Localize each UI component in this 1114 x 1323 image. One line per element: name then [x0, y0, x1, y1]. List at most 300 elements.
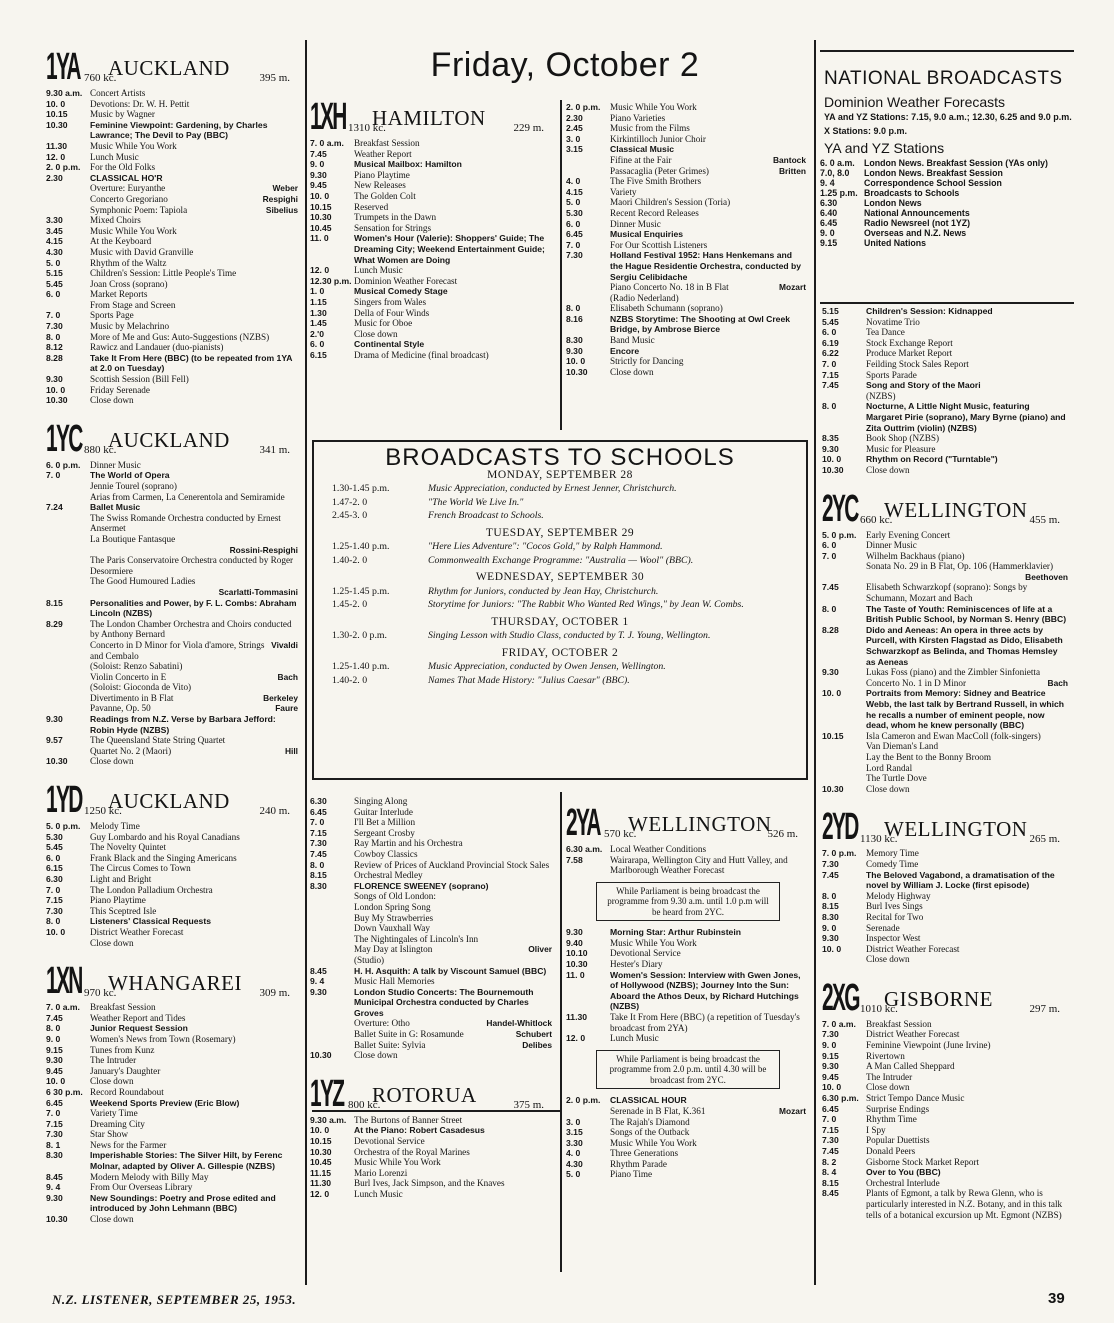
program-entry [822, 1114, 1072, 1125]
composer: Sibelius [265, 204, 298, 215]
program-time: 10. 0 [310, 1125, 330, 1136]
program-time: 6. 0 [310, 339, 325, 350]
station-header [310, 98, 556, 136]
program-entry [820, 208, 1074, 218]
program-time: 6.19 [822, 337, 839, 348]
program-title: Serenade [866, 922, 900, 933]
program-entry [46, 236, 302, 247]
program-entry [566, 844, 810, 855]
program-entry [46, 502, 302, 513]
program-title: Maori Children's Session (Toria) [610, 197, 731, 208]
program-time: 10. 0 [46, 384, 66, 395]
program-time: 7. 0 [46, 470, 61, 481]
program-title: New Soundings: Poetry and Prose edited and introduced by John Lehmann (BBC) [90, 1192, 276, 1214]
program-entry [46, 1013, 302, 1024]
program-time: 10. 0 [822, 454, 842, 465]
program-title: Record Roundabout [90, 1086, 164, 1097]
program-time: 5.45 [46, 278, 63, 289]
program-time: 6.30 a.m. [566, 844, 603, 854]
program-entry [46, 885, 302, 896]
program-title: Ballet Music [90, 502, 141, 513]
composer: Bach [1047, 677, 1068, 688]
school-time: 1.30-1.45 p.m. [332, 483, 390, 494]
program-time: 9.45 [310, 180, 327, 191]
program-title: Stock Exchange Report [866, 337, 953, 348]
program-title: Orchestra of the Royal Marines [354, 1146, 470, 1157]
detail-text: Down Vauxhall Way [354, 923, 430, 934]
program-title: NZBS Storytime: The Shooting at Owl Creek Bridge, by Ambrose Bierce [610, 313, 791, 335]
program-entry [822, 1093, 1072, 1104]
program-time: 10.30 [46, 119, 68, 130]
school-broadcast [332, 555, 788, 567]
composer: Faure [275, 703, 298, 714]
station-frequency: 660 kc. [860, 513, 893, 526]
program-time: 8. 2 [822, 1156, 837, 1167]
program-title: Overseas and N.Z. News [864, 228, 967, 238]
program-title: Rhythm on Record ("Turntable") [866, 454, 998, 465]
program-entry [46, 863, 302, 874]
program-time: 7.30 [822, 1029, 839, 1040]
column-hamilton-continued [566, 102, 810, 377]
program-entry [822, 338, 1072, 349]
detail-text: (Soloist: Gioconda de Vito) [90, 682, 192, 693]
program-entry [46, 1055, 302, 1066]
program-entry [310, 318, 556, 329]
program-time: 8.45 [46, 1171, 63, 1182]
column-right [822, 306, 1072, 1220]
program-detail [566, 166, 810, 177]
program-title: Memory Time [866, 848, 919, 859]
weather-times-x: X Stations: 9.0 p.m. [824, 125, 908, 136]
program-time: 9.30 [566, 927, 583, 938]
program-time: 6. 0 [46, 289, 61, 300]
program-title: Frank Black and the Singing Americans [90, 852, 237, 863]
program-title: Women's Session: Interview with Gwen Jones, of Hollywood (NZBS); Journey Into the Sun: Aboard the Athos Deux, by Richard Hutchings (NZBS) [610, 969, 801, 1012]
program-detail [46, 693, 302, 704]
program-title: News for the Farmer [90, 1139, 167, 1150]
program-detail [822, 954, 1072, 965]
program-time: 6. 0 [46, 852, 61, 863]
program-entry [566, 970, 810, 1012]
national-broadcasts [820, 62, 1074, 248]
program-time: 7. 0 [310, 817, 325, 828]
detail-text: May Day at Islington [354, 944, 433, 955]
program-time: 11.30 [310, 1178, 332, 1189]
program-title: Music While You Work [610, 1137, 697, 1148]
program-time: 8. 1 [46, 1139, 61, 1150]
program-time: 8. 4 [822, 1167, 837, 1178]
program-entry [822, 859, 1072, 870]
program-entry [566, 1159, 810, 1170]
program-time: 7.24 [46, 502, 63, 513]
program-entry [310, 1136, 556, 1147]
program-entry [46, 342, 302, 353]
school-broadcast [332, 630, 788, 642]
program-title: Sergeant Crosby [354, 827, 415, 838]
composer: Schubert [515, 1029, 552, 1040]
program-time: 9.40 [566, 937, 583, 948]
program-title: At the Piano: Robert Casadesus [354, 1125, 485, 1136]
detail-text: Arias from Carmen, La Cenerentola and Semiramide [90, 491, 285, 502]
school-title: Names That Made History: "Julius Caesar" (BBC). [428, 674, 630, 686]
program-time: 2. 0 p.m. [46, 162, 81, 173]
program-time: 4.30 [46, 246, 63, 257]
program-time: 6.45 [820, 218, 838, 228]
program-entry [822, 433, 1072, 444]
program-title: Concert Artists [90, 88, 146, 98]
program-title: Isla Cameron and Ewan MacColl (folk-singers) [866, 730, 1041, 741]
program-title: The Circus Comes to Town [90, 863, 191, 874]
program-title: Dreaming City [90, 1118, 145, 1129]
program-time: 8.28 [46, 352, 63, 363]
detail-text: Serenade in B Flat, K.361 [610, 1105, 706, 1116]
program-time: 10.15 [46, 109, 68, 120]
station-call-sign: 1YA [46, 46, 80, 88]
program-time: 8.15 [46, 597, 63, 608]
program-entry [310, 817, 556, 828]
program-entry [46, 598, 302, 619]
program-title: Encore [610, 345, 640, 356]
program-time: 7.15 [822, 369, 839, 380]
program-title: Mario Lorenzi [354, 1167, 408, 1178]
school-title: Rhythm for Juniors, conducted by Jean Hay, Christchurch. [428, 585, 659, 597]
detail-text: Ballet Suite in G: Rosamunde [354, 1029, 464, 1040]
program-time: 7. 0 [566, 239, 581, 250]
program-entry [566, 1033, 810, 1044]
program-title: Rhythm Time [866, 1114, 917, 1125]
program-title: From Our Overseas Library [90, 1182, 193, 1193]
program-time: 5.30 [566, 207, 583, 218]
detail-text: The Nightingales of Lincoln's Inn [354, 933, 479, 944]
program-entry [46, 258, 302, 269]
program-title: Close down [866, 464, 910, 475]
station-call-sign: 1XH [310, 96, 346, 138]
composer: Mozart [779, 282, 806, 293]
program-time: 3. 0 [566, 1116, 581, 1127]
program-title: Dido and Aeneas: An opera in three acts by Purcell, with Kirsten Flagstad as Dido, Elisabeth Schwarzkopf as Belinda, and Thomas Hemsley as Aeneas [866, 624, 1063, 667]
program-detail [310, 1040, 556, 1051]
detail-text: Violin Concerto in E [90, 671, 167, 682]
program-title: Close down [90, 1214, 134, 1225]
detail-text: Symphonic Poem: Tapiola [90, 204, 188, 215]
program-detail [46, 703, 302, 714]
program-title: New Releases [354, 180, 406, 191]
program-entry [822, 1104, 1072, 1115]
station-city: WELLINGTON [884, 497, 1028, 522]
column-hamilton [310, 84, 556, 360]
program-entry [310, 1178, 556, 1189]
program-entry [310, 976, 556, 987]
program-time: 1.25 p.m. [820, 188, 858, 198]
program-title: Devotional Service [354, 1136, 425, 1147]
program-time: 9.15 [46, 1044, 63, 1055]
program-entry [46, 460, 302, 471]
weather-times: YA and YZ Stations: 7.15, 9.0 a.m.; 12.30, 6.25 and 9.0 p.m. [824, 112, 1072, 122]
program-entry [310, 202, 556, 213]
program-time: 10. 0 [46, 98, 66, 109]
program-time: 7.45 [822, 380, 839, 391]
program-time: 2.30 [566, 112, 583, 123]
program-title: Inspector West [866, 933, 921, 944]
detail-text: The Swiss Romande Orchestra conducted by Ernest Ansermet [90, 512, 281, 534]
program-entry [46, 1076, 302, 1087]
program-time: 10.30 [46, 756, 68, 767]
program-time: 10.30 [566, 959, 588, 970]
program-entry [822, 1051, 1072, 1062]
program-title: Holland Festival 1952: Hans Henkemans and the Hague Residentie Orchestra, conducted by Sergiu Celibidache [610, 250, 802, 282]
program-entry [46, 141, 302, 152]
program-title: The London Chamber Orchestra and Choirs conducted by Anthony Bernard [90, 618, 292, 640]
program-title: Review of Prices of Auckland Provincial Stock Sales [354, 859, 550, 870]
program-time: 11. 0 [310, 233, 329, 244]
station-call-sign: 2YD [822, 806, 858, 849]
page-number: 39 [1048, 1290, 1065, 1307]
program-entry [566, 959, 810, 970]
school-broadcast [332, 586, 788, 598]
program-entry [822, 933, 1072, 944]
detail-text: (Radio Nederland) [610, 292, 679, 303]
detail-text: Close down [90, 937, 134, 948]
program-title: Dinner Music [610, 218, 661, 229]
station-header [46, 417, 302, 460]
detail-text: Divertimento in B Flat [90, 692, 174, 703]
program-entry [46, 385, 302, 396]
program-time: 10.30 [566, 366, 588, 377]
program-detail [822, 752, 1072, 763]
program-entry [822, 1019, 1072, 1030]
detail-text: Van Dieman's Land [866, 741, 939, 752]
detail-text: (Studio) [354, 954, 385, 965]
school-time: 2.45-3. 0 [332, 510, 368, 521]
program-detail [822, 391, 1072, 402]
program-time: 9.30 [822, 443, 839, 454]
station-header [46, 779, 302, 822]
program-entry [46, 1193, 302, 1214]
program-title: Junior Request Session [90, 1023, 188, 1034]
school-title: Commonwealth Exchange Programme: "Australia — Wool" (BBC). [428, 554, 694, 566]
program-detail [566, 282, 810, 293]
program-title: For the Old Folks [90, 162, 156, 173]
program-title: Three Generations [610, 1148, 679, 1159]
program-title: Musical Comedy Stage [354, 286, 448, 297]
station-city: GISBORNE [884, 987, 994, 1012]
program-title: Breakfast Session [866, 1018, 932, 1029]
program-entry [822, 891, 1072, 902]
program-entry [822, 348, 1072, 359]
station-wavelength: 375 m. [513, 1099, 544, 1112]
date-heading: Friday, October 2 [430, 46, 700, 84]
program-entry [310, 276, 556, 287]
program-entry [822, 454, 1072, 465]
program-time: 2.'0 [310, 328, 324, 339]
station-wavelength: 455 m. [1029, 513, 1060, 526]
program-detail [46, 938, 302, 949]
program-time: 5.15 [822, 306, 839, 316]
program-entry [46, 832, 302, 843]
schools-title: BROADCASTS TO SCHOOLS [385, 444, 735, 471]
program-detail [46, 682, 302, 693]
station-city: HAMILTON [372, 106, 486, 131]
program-time: 6. 0 a.m. [820, 158, 855, 168]
program-time: 3.15 [566, 1127, 583, 1138]
school-time: 1.25-1.40 p.m. [332, 541, 390, 552]
program-entry [820, 188, 1074, 198]
program-entry [820, 228, 1074, 238]
program-time: 10.30 [310, 1050, 332, 1061]
program-entry [310, 233, 556, 265]
program-title: Singing Along [354, 796, 408, 806]
program-title: District Weather Forecast [90, 926, 184, 937]
program-entry [822, 444, 1072, 455]
program-time: 8.15 [310, 870, 327, 881]
station-city: AUCKLAND [108, 428, 230, 453]
detail-text: Concerto No. 1 in D Minor [866, 677, 967, 688]
program-title: Classical Music [610, 144, 675, 155]
program-entry [310, 308, 556, 319]
detail-text: Lord Randal [866, 762, 913, 773]
program-entry [46, 916, 302, 927]
program-title: January's Daughter [90, 1065, 161, 1076]
program-detail [46, 545, 302, 556]
program-time: 8. 0 [566, 303, 581, 314]
school-day: WEDNESDAY, SEPTEMBER 30 [475, 571, 645, 583]
program-time: 9. 0 [310, 159, 325, 170]
station-call-sign: 2YC [822, 487, 858, 530]
program-title: Della of Four Winds [354, 307, 430, 318]
program-entry [310, 149, 556, 160]
program-entry [46, 1172, 302, 1183]
program-detail [46, 481, 302, 492]
program-detail [46, 661, 302, 672]
program-title: Comedy Time [866, 858, 919, 869]
program-title: Children's Session: Kidnapped [866, 306, 993, 316]
school-time: 1.45-2. 0 [332, 599, 368, 610]
program-entry [566, 303, 810, 314]
program-title: Imperishable Stories: The Silver Hilt, by Ferenc Molnar, adapted by Oliver A. Gillespie (NZBS) [90, 1150, 283, 1172]
program-title: Orchestral Interlude [866, 1177, 940, 1188]
program-entry [46, 842, 302, 853]
program-detail [310, 955, 556, 966]
program-entry [46, 152, 302, 163]
program-entry [310, 170, 556, 181]
program-detail [46, 587, 302, 598]
program-title: Plants of Egmont, a talk by Rewa Glenn, who is particularly interested in N.Z. Botany, and in this talk tells of a botanical excursion up Mt. Egmont (NZBS) [866, 1188, 1063, 1220]
program-entry [822, 1040, 1072, 1051]
program-entry [310, 807, 556, 818]
program-entry [310, 223, 556, 234]
program-time: 6.45 [822, 1103, 839, 1114]
program-time: 10. 0 [46, 1076, 66, 1087]
program-detail [310, 891, 556, 902]
program-time: 5. 0 [566, 1169, 581, 1180]
program-time: 7.58 [566, 854, 583, 865]
program-entry [310, 1050, 556, 1061]
school-title: Music Appreciation, conducted by Owen Jensen, Wellington. [428, 661, 666, 672]
program-title: Broadcasts to Schools [864, 188, 960, 198]
program-title: Singers from Wales [354, 296, 427, 307]
program-time: 7. 0 [46, 310, 61, 321]
program-title: CLASSICAL HOUR [610, 1095, 687, 1106]
program-entry [46, 1002, 302, 1013]
program-time: 7. 0 a.m. [822, 1018, 856, 1029]
program-title: Guy Lombardo and his Royal Canadians [90, 831, 240, 842]
program-time: 12. 0 [310, 265, 330, 276]
program-entry [822, 1072, 1072, 1083]
station-call-sign: 1XN [46, 960, 82, 1003]
program-entry [46, 756, 302, 767]
school-day: TUESDAY, SEPTEMBER 29 [485, 526, 635, 539]
program-time: 9.30 [566, 345, 583, 356]
program-entry [566, 938, 810, 949]
program-time: 9.30 a.m. [46, 88, 83, 98]
program-entry [310, 297, 556, 308]
station-wavelength: 395 m. [259, 72, 290, 85]
program-entry [46, 895, 302, 906]
program-title: Close down [354, 328, 398, 339]
station-frequency: 800 kc. [348, 1099, 381, 1112]
program-time: 7.30 [46, 905, 63, 916]
program-time: 5. 0 p.m. [46, 821, 81, 832]
program-time: 7.15 [822, 1124, 839, 1135]
program-entry [822, 731, 1072, 742]
program-entry [566, 1138, 810, 1149]
program-entry [822, 1061, 1072, 1072]
composer: Weber [272, 183, 298, 194]
program-time: 9.30 [46, 1192, 63, 1203]
program-entry [310, 212, 556, 223]
program-time: 10. 0 [46, 926, 66, 937]
parliament-note: While Parliament is being broadcast the programme from 2.0 p.m. until 4.30 will be broadcast from 2YC. [596, 1050, 780, 1090]
program-entry [822, 380, 1072, 391]
program-detail [566, 293, 810, 304]
program-entry [310, 138, 556, 149]
program-title: Strict Tempo Dance Music [866, 1093, 965, 1104]
program-entry [46, 821, 302, 832]
school-time: 1.47-2. 0 [332, 496, 368, 508]
program-title: Continental Style [354, 339, 425, 350]
program-title: Feminine Viewpoint (June Irvine) [866, 1040, 991, 1051]
program-time: 7.15 [46, 895, 63, 906]
program-entry [566, 123, 810, 134]
program-title: Correspondence School Session [864, 178, 1002, 188]
program-entry [822, 370, 1072, 381]
program-time: 8. 0 [822, 401, 837, 412]
program-title: Lunch Music [610, 1033, 659, 1044]
program-detail [46, 640, 302, 661]
program-title: Joan Cross (soprano) [90, 278, 168, 289]
program-time: 7.45 [822, 1146, 839, 1156]
program-entry [46, 120, 302, 141]
program-detail [310, 923, 556, 934]
program-entry [46, 1023, 302, 1034]
program-detail [310, 902, 556, 913]
program-title: The Five Smith Brothers [610, 176, 702, 187]
program-entry [46, 470, 302, 481]
program-time: 5. 0 p.m. [822, 529, 857, 540]
program-title: Early Evening Concert [866, 529, 951, 540]
program-title: Feilding Stock Sales Report [866, 358, 969, 369]
program-entry [310, 180, 556, 191]
program-time: 6.45 [310, 806, 327, 817]
composer: Bach [277, 671, 298, 682]
program-title: A Man Called Sheppard [866, 1061, 955, 1072]
program-title: Piano Varieties [610, 112, 666, 123]
school-title: Singing Lesson with Studio Class, conducted by T. J. Young, Wellington. [428, 630, 711, 641]
station-wavelength: 229 m. [513, 122, 544, 135]
program-entry [820, 198, 1074, 208]
program-title: Sports Parade [866, 369, 917, 380]
program-time: 6.40 [820, 208, 838, 218]
